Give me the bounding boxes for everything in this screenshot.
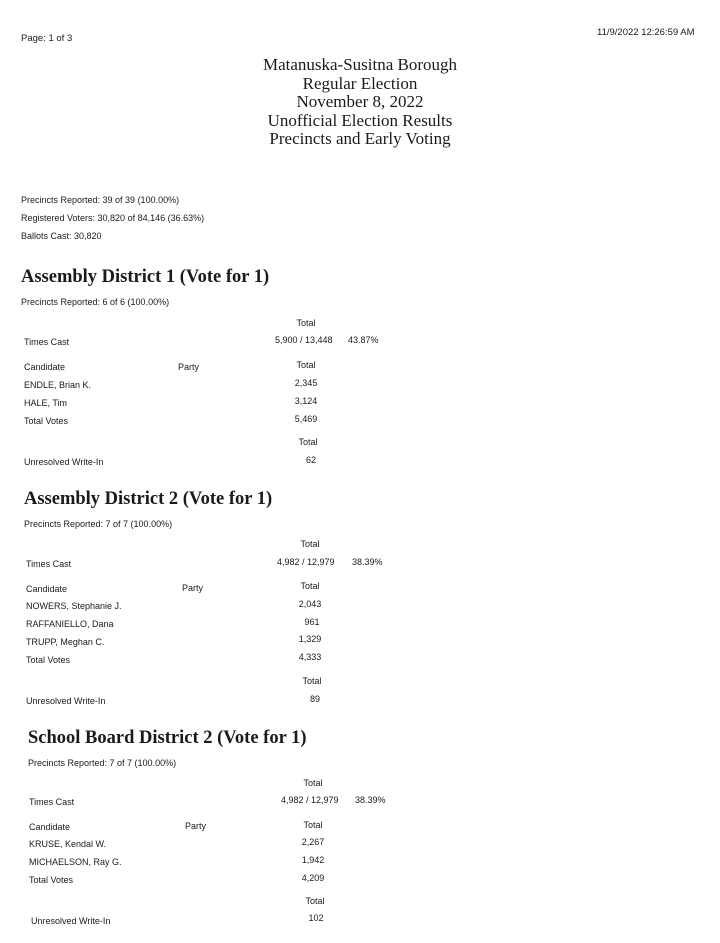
summary-precincts: Precincts Reported: 39 of 39 (100.00%) [21,195,180,205]
times-cast-value: 4,982 / 12,979 [281,795,339,805]
report-title [180,56,540,149]
times-cast-label: Times Cast [26,559,72,569]
total-header: Total [305,896,325,906]
total-votes-value: 4,209 [301,873,325,883]
times-cast-value: 5,900 / 13,448 [275,335,333,345]
candidate-name: RAFFANIELLO, Dana [26,619,114,629]
times-cast-percent: 38.39% [355,795,386,805]
section-title: Assembly District 2 (Vote for 1) [24,489,273,509]
candidate-total: 1,942 [301,855,325,865]
total-votes-value: 4,333 [298,652,322,662]
candidate-name: KRUSE, Kendal W. [29,839,107,849]
writein-label: Unresolved Write-In [31,916,111,926]
times-cast-percent: 38.39% [352,557,383,567]
total-votes-label: Total Votes [29,875,74,885]
writein-label: Unresolved Write-In [24,457,104,467]
party-header: Party [178,362,200,372]
total-header: Total [298,437,318,447]
total-header: Total [303,778,323,788]
candidate-header: Candidate [29,822,71,832]
section-title: School Board District 2 (Vote for 1) [28,728,307,748]
total-header: Total [302,676,322,686]
candidate-total: 2,267 [301,837,325,847]
candidate-name: ENDLE, Brian K. [24,380,92,390]
times-cast-percent: 43.87% [348,335,379,345]
writein-label: Unresolved Write-In [26,696,106,706]
candidate-total: 1,329 [298,634,322,644]
times-cast-value: 4,982 / 12,979 [277,557,335,567]
candidate-name: NOWERS, Stephanie J. [26,601,122,611]
total-header: Total [300,581,320,591]
total-header: Total [296,360,316,370]
times-cast-label: Times Cast [29,797,75,807]
total-header: Total [300,539,320,549]
total-header: Total [303,820,323,830]
title-line: Matanuska-Susitna Borough [262,55,458,74]
candidate-header: Candidate [26,584,68,594]
writein-value: 89 [309,694,320,704]
party-header: Party [182,583,204,593]
section-precincts: Precincts Reported: 6 of 6 (100.00%) [21,297,170,307]
candidate-header: Candidate [24,362,66,372]
summary-ballots-cast: Ballots Cast: 30,820 [21,231,102,241]
times-cast-label: Times Cast [24,337,70,347]
title-line: Regular Election [302,73,418,93]
section-precincts: Precincts Reported: 7 of 7 (100.00%) [24,519,173,529]
title-line: November 8, 2022 [296,92,424,111]
total-votes-label: Total Votes [24,416,69,426]
section-title: Assembly District 1 (Vote for 1) [21,267,270,287]
party-header: Party [185,821,207,831]
total-votes-value: 5,469 [294,414,318,424]
page-number: Page: 1 of 3 [21,33,73,44]
total-votes-label: Total Votes [26,655,71,665]
candidate-name: MICHAELSON, Ray G. [29,857,122,867]
candidate-total: 961 [304,617,320,627]
candidate-name: TRUPP, Meghan C. [26,637,105,647]
total-header: Total [296,318,316,328]
section-precincts: Precincts Reported: 7 of 7 (100.00%) [28,758,177,768]
candidate-total: 2,043 [298,599,322,609]
candidate-total: 3,124 [294,396,318,406]
title-line: Unofficial Election Results [267,110,453,130]
candidate-name: HALE, Tim [24,398,68,408]
writein-value: 62 [305,455,316,465]
candidate-total: 2,345 [294,378,318,388]
summary-registered-voters: Registered Voters: 30,820 of 84,146 (36.63%) [21,213,205,223]
title-line: Precincts and Early Voting [269,129,451,148]
writein-value: 102 [308,913,324,923]
report-timestamp: 11/9/2022 12:26:59 AM [597,27,695,38]
